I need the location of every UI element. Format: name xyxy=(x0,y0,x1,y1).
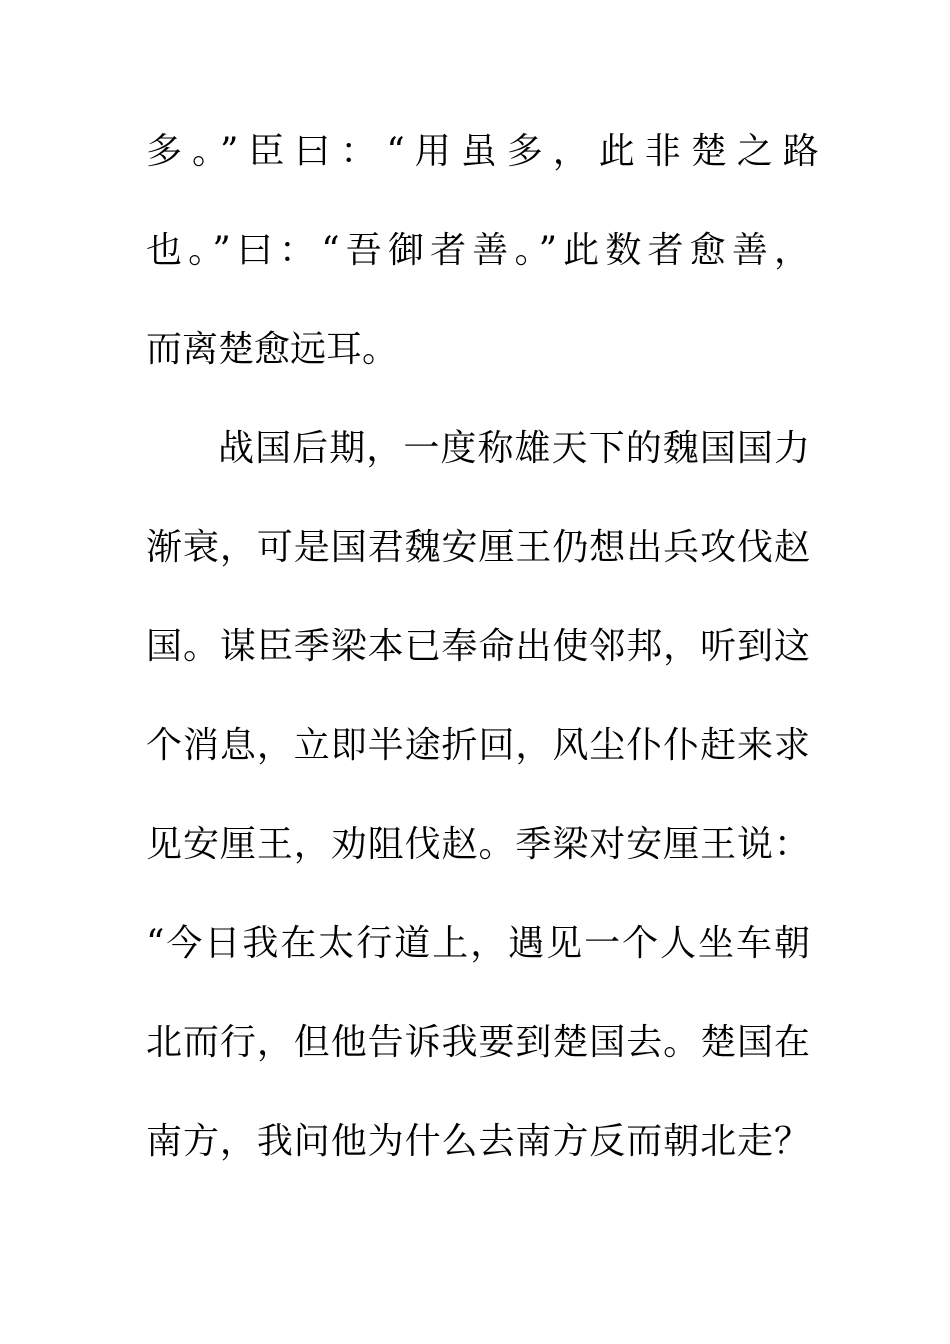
text-line-1: 多。”臣曰：“用虽多，此非楚之路 xyxy=(146,131,829,172)
text-line-10: 北而行，但他告诉我要到楚国去。楚国在 xyxy=(146,1022,810,1063)
text-line-11: 南方，我问他为什么去南方反而朝北走？ xyxy=(146,1121,810,1162)
text-line-8: 见安厘王，劝阻伐赵。季梁对安厘王说： xyxy=(146,824,810,865)
text-line-9: “今日我在太行道上，遇见一个人坐车朝 xyxy=(146,923,810,964)
body-text xyxy=(146,121,829,1210)
paragraph-start-line: 战国后期，一度称雄天下的魏国国力 xyxy=(218,428,810,469)
text-line-5: 渐衰，可是国君魏安厘王仍想出兵攻伐赵 xyxy=(146,527,810,568)
text-line-6: 国。谋臣季梁本已奉命出使邻邦，听到这 xyxy=(146,626,810,667)
text-line-2: 也。”曰：“吾御者善。”此数者愈善， xyxy=(146,230,810,271)
text-line-7: 个消息，立即半途折回，风尘仆仆赶来求 xyxy=(146,725,810,766)
text-line-3: 而离楚愈远耳。 xyxy=(146,329,399,370)
